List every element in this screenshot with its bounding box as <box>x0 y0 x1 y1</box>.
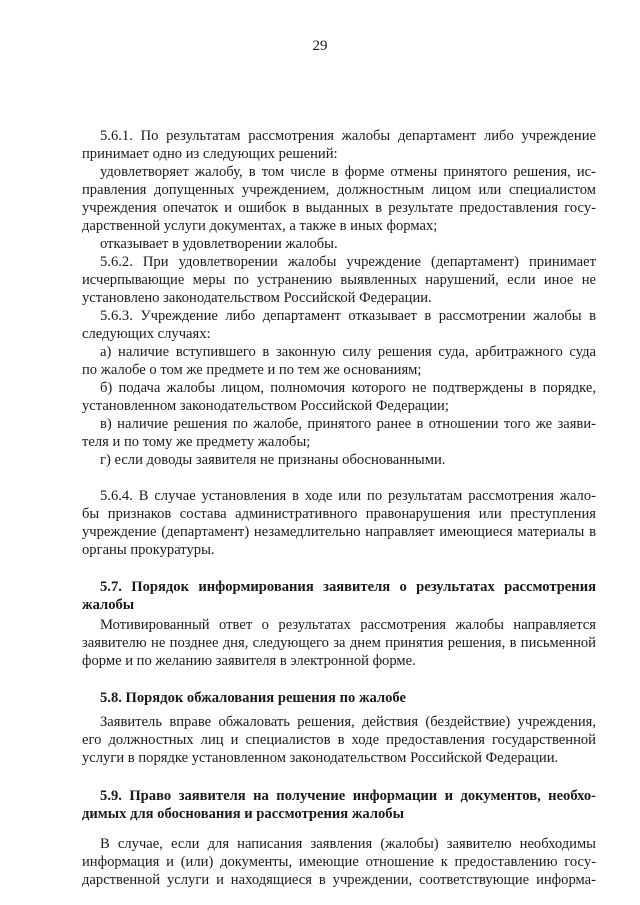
text-line: принимает одно из следующих решений: <box>82 146 338 162</box>
text-line: в) наличие решения по жалобе, принятого ранее в отношении того же заяви- <box>100 416 596 432</box>
section-heading-line: 5.9. Право заявителя на получение информации и документов, необхо- <box>100 788 596 804</box>
section-heading-line: 5.8. Порядок обжалования решения по жалобе <box>100 690 407 706</box>
page-number: 29 <box>312 38 328 54</box>
text-line: 5.6.1. По результатам рассмотрения жалобы департамент либо учреждение <box>100 128 596 144</box>
section-heading-line: жалобы <box>82 597 135 613</box>
text-line: по жалобе о том же предмете и по тем же основаниям; <box>82 362 422 378</box>
text-line: дарственной услуги и находящиеся в учреждении, соответствующие информа- <box>82 872 596 888</box>
text-line: а) наличие вступившего в законную силу решения суда, арбитражного суда <box>100 344 596 360</box>
text-line: 5.6.3. Учреждение либо департамент отказывает в рассмотрении жалобы в <box>100 308 596 324</box>
text-line: теля и по тому же предмету жалобы; <box>82 434 311 450</box>
text-line: следующих случаях: <box>82 326 211 342</box>
section-heading-line: 5.7. Порядок информирования заявителя о результатах рассмотрения <box>100 579 596 595</box>
text-line: услуги в порядке установленном законодательством Российской Федерации. <box>82 750 559 766</box>
text-line: заявителю не позднее дня, следующего за днем принятия решения, в письменной <box>82 635 596 651</box>
text-line: г) если доводы заявителя не признаны обоснованными. <box>100 452 446 468</box>
text-line: Мотивированный ответ о результатах рассмотрения жалобы направляется <box>100 617 596 633</box>
text-line: информация и (или) документы, имеющие отношение к предоставлению госу- <box>82 854 596 870</box>
text-line: установлено законодательством Российской Федерации. <box>82 290 432 306</box>
text-line: правления допущенных учреждением, должностным лицом или специалистом <box>82 182 596 198</box>
text-line: удовлетворяет жалобу, в том числе в форме отмены принятого решения, ис- <box>100 164 596 180</box>
text-line: 5.6.2. При удовлетворении жалобы учреждение (департамент) принимает <box>100 254 596 270</box>
text-line: 5.6.4. В случае установления в ходе или по результатам рассмотрения жало- <box>100 488 596 504</box>
text-line: его должностных лиц и специалистов в ходе предоставления государственной <box>82 732 596 748</box>
text-line: форме и по желанию заявителя в электронной форме. <box>82 653 416 669</box>
text-line: учреждение (департамент) незамедлительно направляет имеющиеся материалы в <box>82 524 596 540</box>
text-line: Заявитель вправе обжаловать решения, действия (бездействие) учреждения, <box>100 714 596 730</box>
text-line: бы признаков состава административного правонарушения или преступления <box>82 506 596 522</box>
text-line: б) подача жалобы лицом, полномочия которого не подтверждены в порядке, <box>100 380 596 396</box>
text-line: установленном законодательством Российской Федерации; <box>82 398 449 414</box>
text-line: органы прокуратуры. <box>82 542 215 558</box>
text-line: В случае, если для написания заявления (жалобы) заявителю необходимы <box>100 836 596 852</box>
text-line: дарственной услуги документах, а также в иных формах; <box>82 218 438 234</box>
text-line: учреждения опечаток и ошибок в выданных в результате предоставления госу- <box>82 200 596 216</box>
section-heading-line: димых для обоснования и рассмотрения жалобы <box>82 806 405 822</box>
text-line: отказывает в удовлетворении жалобы. <box>100 236 338 252</box>
text-line: исчерпывающие меры по устранению выявленных нарушений, если иное не <box>82 272 596 288</box>
